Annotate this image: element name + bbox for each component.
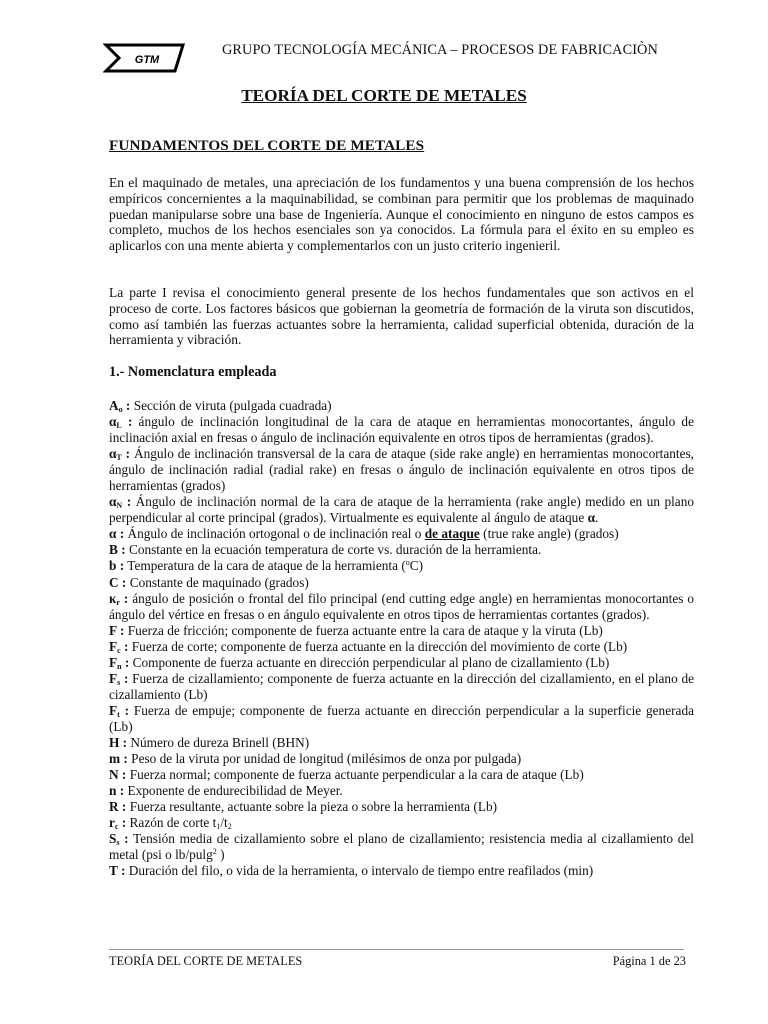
nomenclature-item [109, 414, 694, 446]
nomenclature-definition: Fuerza de corte; componente de fuerza actuante en la dirección del movimiento de corte (Lb) [128, 638, 628, 654]
nomenclature-definition: Fuerza de cizallamiento; componente de fuerza actuante en la dirección del cizallamiento, en el plano de cizallamiento (Lb) [109, 670, 694, 702]
nomenclature-symbol: T : [109, 863, 126, 879]
nomenclature-symbol: N : [109, 767, 127, 783]
nomenclature-definition: Componente de fuerza actuante en dirección perpendicular al plano de cizallamiento (Lb) [129, 654, 610, 670]
nomenclature-symbol: C : [109, 574, 127, 590]
nomenclature-item [109, 671, 694, 703]
symbol-subscript: T [116, 453, 122, 463]
definition-text: (true rake angle) (grados) [479, 526, 619, 542]
symbol-subscript: n [117, 661, 122, 671]
definition-text: /t [220, 815, 228, 831]
page-number: Página 1 de 23 [612, 954, 686, 968]
nomenclature-item [109, 831, 694, 863]
header-title: GRUPO TECNOLOGÍA MECÁNICA – PROCESOS DE FABRICACIÒN [222, 42, 658, 58]
definition-text: C) [409, 558, 424, 574]
nomenclature-symbol: $F_s$ : [109, 670, 129, 687]
nomenclature-symbol: $\kappa_r$ : [109, 590, 129, 607]
paragraph-intro: En el maquinado de metales, una apreciación de los fundamentos y una buena comprensión de los hechos empíricos concernientes a la maquinabilidad, se combinan para permitir que los problemas de maquinado puedan manipularse sobre una base de Ingeniería. Aunque el conocimiento en ninguno de estos campos es completo, muchos de los hechos esenciales son ya conocidos. La fórmula para el éxito en su empleo es aplicarlos con una mente abierta y complementarlos con un justo criterio ingenieril. [109, 175, 694, 254]
nomenclature-item [109, 623, 694, 639]
document-title: TEORÍA DEL CORTE DE METALES [241, 86, 527, 105]
nomenclature-symbol: $\alpha_L$ : [109, 414, 133, 431]
nomenclature-item [109, 591, 694, 623]
nomenclature-item [109, 703, 694, 735]
symbol-subscript: N [116, 501, 123, 511]
nomenclature-definition: Constante de maquinado (grados) [126, 574, 309, 590]
nomenclature-symbol: b : [109, 558, 125, 574]
nomenclature-definition: Fuerza de fricción; componente de fuerza actuante entre la cara de ataque y la viruta (Lb) [124, 622, 603, 638]
nomenclature-item [109, 815, 694, 831]
nomenclature-symbol: $F_c$ : [109, 638, 129, 655]
nomenclature-symbol: $A_o$ : [109, 398, 131, 414]
nomenclature-item [109, 398, 694, 414]
section-title: FUNDAMENTOS DEL CORTE DE METALES [109, 137, 425, 154]
nomenclature-item [109, 751, 694, 767]
nomenclature-symbol: B : [109, 542, 126, 558]
definition-superscript: 2 [212, 847, 217, 857]
symbol-subscript: s [117, 677, 121, 687]
nomenclature-symbol: $F_n$ : [109, 654, 130, 671]
nomenclature-definition: Fuerza resultante, actuante sobre la pieza o sobre la herramienta (Lb) [126, 799, 498, 815]
nomenclature-definition: Peso de la viruta por unidad de longitud (milésimos de onza por pulgada) [127, 751, 522, 767]
nomenclature-symbol: F : [109, 622, 125, 638]
definition-superscript: o [405, 558, 410, 568]
nomenclature-symbol: H : [109, 734, 128, 750]
nomenclature-item [109, 558, 694, 574]
subsection-title: 1.- Nomenclatura empleada [109, 364, 277, 380]
nomenclature-list [109, 398, 694, 879]
nomenclature-symbol: n : [109, 783, 125, 799]
definition-text: ) [216, 847, 225, 863]
nomenclature-symbol: $F_t$ : [109, 702, 130, 719]
nomenclature-symbol: R : [109, 799, 127, 815]
nomenclature-definition: Tensión media de cizallamiento sobre el plano de cizallamiento; resistencia media al cizallamiento del metal (psi o lb/pulg [109, 831, 694, 863]
nomenclature-item [109, 655, 694, 671]
symbol-subscript: s [116, 838, 120, 848]
nomenclature-definition: ángulo de inclinación longitudinal de la cara de ataque en herramientas monocortantes, ángulo de inclinación axial en fresas o ángulo de inclinación equivalente en otros tipos de herramientas (grados). [109, 414, 694, 446]
gtm-logo [103, 42, 189, 74]
nomenclature-item [109, 767, 694, 783]
nomenclature-item [109, 799, 694, 815]
nomenclature-symbol: $S_s$ : [109, 831, 129, 848]
symbol-subscript: o [118, 405, 123, 414]
nomenclature-definition: Fuerza normal; componente de fuerza actuante perpendicular a la cara de ataque (Lb) [126, 767, 584, 783]
nomenclature-item [109, 639, 694, 655]
symbol-subscript: c [114, 822, 119, 832]
paragraph-part-one: La parte I revisa el conocimiento general presente de los hechos fundamentales que son activos en el proceso de corte. Los factores básicos que gobiernan la geometría de formación de la viruta son discutidos, como así también las fuerzas actuantes sobre la herramienta, calidad superficial obtenida, duración de la herramienta y vibración. [109, 285, 694, 348]
nomenclature-definition: Razón de corte t [126, 815, 217, 831]
footer-title: TEORÍA DEL CORTE DE METALES [109, 954, 303, 968]
nomenclature-item [109, 575, 694, 591]
footer-divider [109, 949, 684, 950]
logo-text: GTM [134, 54, 160, 66]
nomenclature-symbol: $\alpha_T$ : [109, 446, 131, 463]
symbol-subscript: L [116, 421, 122, 431]
nomenclature-symbol: α : [109, 526, 125, 542]
symbol-subscript: r [116, 597, 120, 607]
nomenclature-definition: Duración del filo, o vida de la herramienta, o intervalo de tiempo entre reafilados (min) [125, 863, 594, 879]
nomenclature-item [109, 783, 694, 799]
nomenclature-definition: Fuerza de empuje; componente de fuerza actuante en dirección perpendicular a la superficie generada (Lb) [109, 702, 694, 734]
nomenclature-definition: Ángulo de inclinación ortogonal o de inclinación real o [124, 526, 425, 542]
definition-emphasis: de ataque [424, 526, 480, 542]
nomenclature-item [109, 735, 694, 751]
nomenclature-definition: Número de dureza Brinell (BHN) [127, 734, 310, 750]
definition-text: . [594, 510, 599, 526]
nomenclature-item [109, 863, 694, 879]
nomenclature-item [109, 526, 694, 542]
nomenclature-symbol: m : [109, 751, 128, 767]
nomenclature-definition: Sección de viruta (pulgada cuadrada) [130, 398, 332, 413]
nomenclature-definition: Temperatura de la cara de ataque de la herramienta ( [124, 558, 406, 574]
definition-subscript: 1 [216, 822, 221, 832]
nomenclature-symbol: $\alpha_N$ : [109, 494, 132, 511]
alpha-symbol: α [587, 510, 595, 526]
nomenclature-item [109, 494, 694, 526]
nomenclature-item [109, 542, 694, 558]
symbol-subscript: t [117, 709, 120, 719]
nomenclature-symbol: $r_c$ : [109, 815, 127, 832]
nomenclature-definition: Constante en la ecuación temperatura de corte vs. duración de la herramienta. [125, 542, 542, 558]
nomenclature-definition: ángulo de posición o frontal del filo principal (end cutting edge angle) en herramientas monocortantes o ángulo del vértice en fresas o en ángulo equivalente en otros tipos de herramientas cortantes (grados). [109, 590, 694, 622]
definition-subscript: 2 [227, 822, 232, 832]
nomenclature-definition: Exponente de endurecibilidad de Meyer. [124, 783, 343, 799]
nomenclature-definition: Ángulo de inclinación transversal de la cara de ataque (side rake angle) en herramientas monocortantes, ángulo de inclinación radial (radial rake) en fresas o ángulo de inclinación equivalente en otros tipos de herramientas (grados) [109, 446, 694, 494]
symbol-subscript: c [117, 645, 121, 655]
nomenclature-definition: Ángulo de inclinación normal de la cara de ataque de la herramienta (rake angle) medido en un plano perpendicular al corte principal (grados). Virtualmente es equivalente al ángulo de ataque [109, 494, 694, 526]
nomenclature-item [109, 446, 694, 494]
